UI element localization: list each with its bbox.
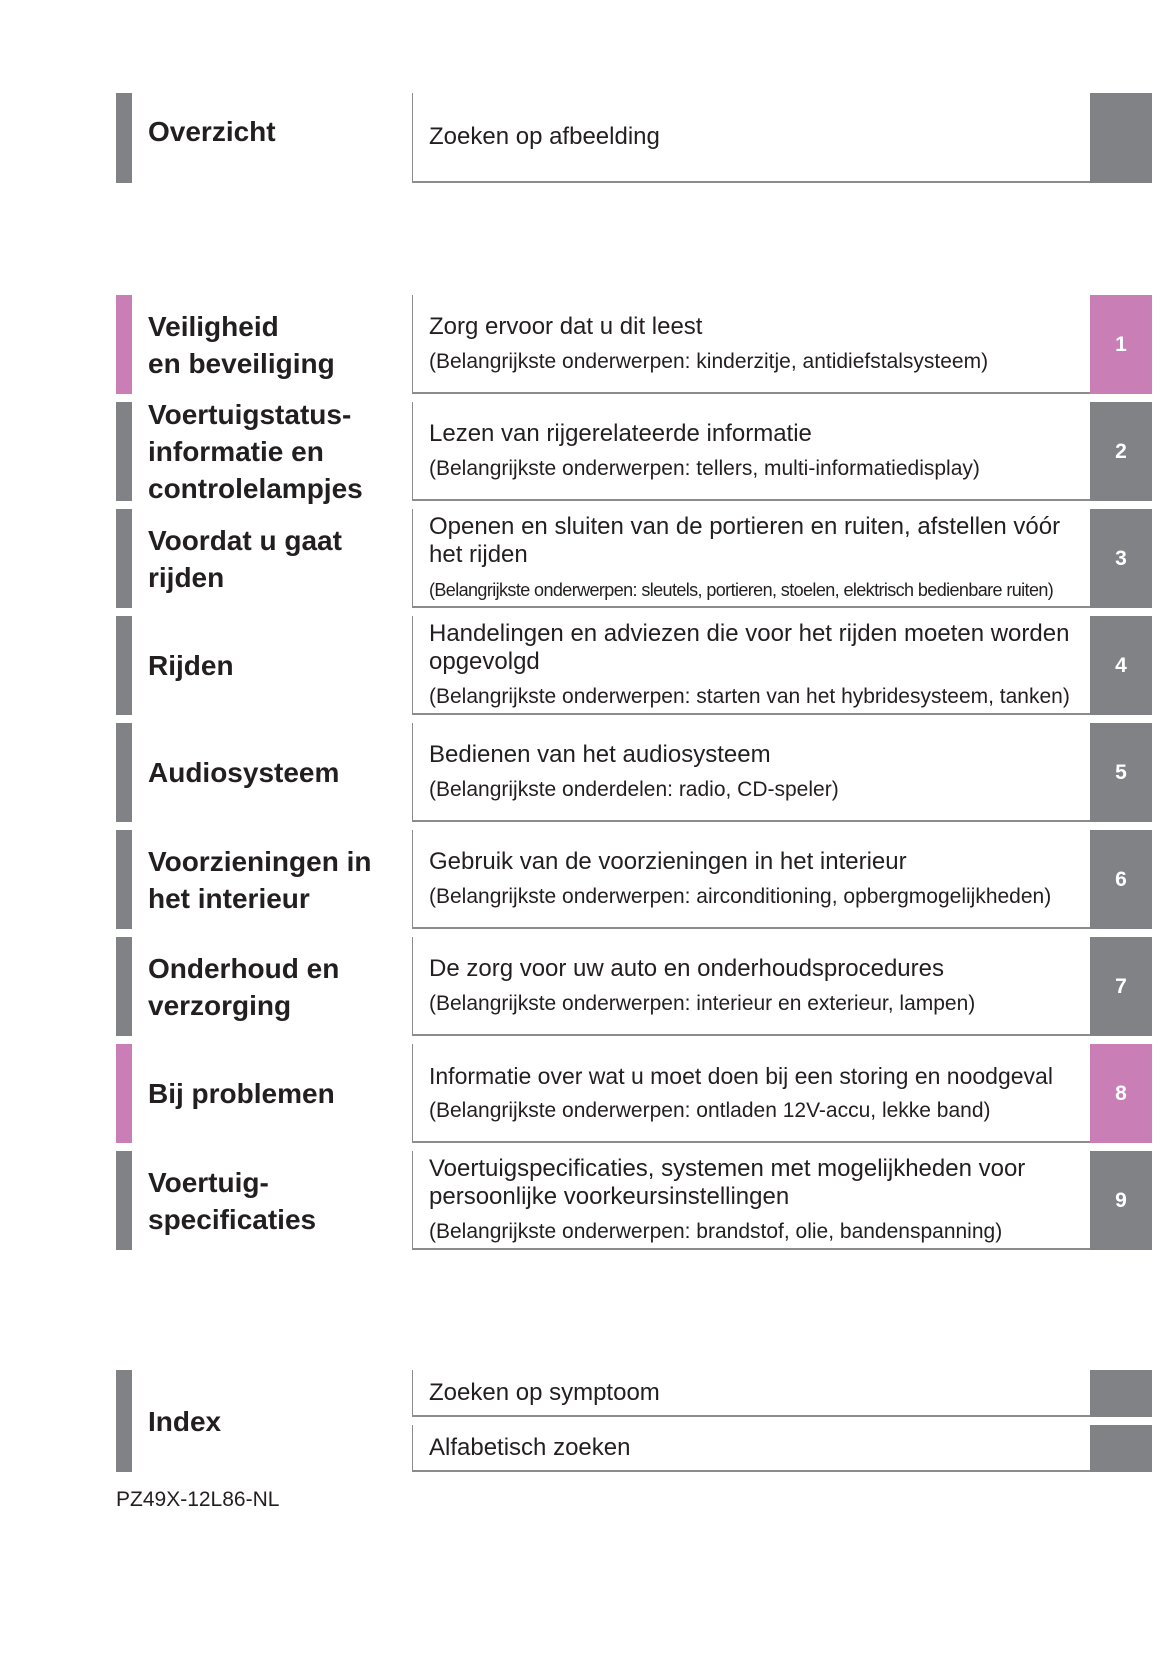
chapter-title-line: specificaties xyxy=(148,1203,317,1235)
alphabetical-search-text: Alfabetisch zoeken xyxy=(429,1433,631,1461)
chapter-row-1[interactable] xyxy=(116,295,1152,394)
chapter-side-bar xyxy=(116,1151,132,1250)
chapter-topics: (Belangrijkste onderwerpen: brandstof, olie, bandenspanning) xyxy=(429,1219,1003,1243)
chapter-side-bar xyxy=(116,1044,132,1143)
chapter-title xyxy=(148,1151,408,1250)
chapter-title-line: het interieur xyxy=(148,882,310,914)
chapter-title xyxy=(148,295,408,394)
chapter-topics: (Belangrijkste onderwerpen: airconditioning, opbergmogelijkheden) xyxy=(429,885,1052,908)
overview-description-text: Zoeken op afbeelding xyxy=(429,123,660,150)
chapter-description[interactable] xyxy=(412,723,1098,822)
overview-tab[interactable] xyxy=(1090,93,1152,183)
chapter-title xyxy=(148,509,408,608)
chapter-title-line: Veiligheid xyxy=(148,310,279,342)
chapter-title-line: controlelampjes xyxy=(148,473,363,504)
chapter-description-text: Voertuigspecificaties, systemen met mogelijkheden voor persoonlijke voorkeursinstellingen xyxy=(429,1154,1026,1210)
chapter-description[interactable] xyxy=(412,830,1098,929)
chapter-tab-2[interactable]: 2 xyxy=(1090,402,1152,501)
chapter-topics: (Belangrijkste onderwerpen: ontladen 12V-accu, lekke band) xyxy=(429,1098,991,1122)
index-title-text: Index xyxy=(148,1405,222,1437)
chapter-description[interactable] xyxy=(412,1044,1098,1143)
chapter-title-line: informatie en xyxy=(148,436,324,467)
chapter-row-2[interactable] xyxy=(116,399,1152,504)
index-row-symptom[interactable] xyxy=(116,1370,1152,1417)
chapter-topics: (Belangrijkste onderwerpen: interieur en exterieur, lampen) xyxy=(429,991,976,1015)
chapter-side-bar xyxy=(116,830,132,929)
chapter-row-7[interactable] xyxy=(116,937,1152,1036)
chapter-tab-1[interactable]: 1 xyxy=(1090,295,1152,394)
chapter-tab-4[interactable]: 4 xyxy=(1090,616,1152,715)
chapter-side-bar xyxy=(116,295,132,394)
chapter-tab-8[interactable]: 8 xyxy=(1090,1044,1152,1143)
chapter-tab-3[interactable]: 3 xyxy=(1090,509,1152,608)
index-row-alphabetical[interactable] xyxy=(116,1425,1152,1472)
chapter-side-bar xyxy=(116,402,132,501)
chapter-title xyxy=(148,937,408,1036)
chapter-description-text: De zorg voor uw auto en onderhoudsprocedures xyxy=(429,954,944,982)
chapter-description[interactable] xyxy=(412,509,1098,608)
chapter-row-6[interactable] xyxy=(116,830,1152,929)
chapter-title-line: Onderhoud en xyxy=(148,952,340,984)
chapter-row-8[interactable] xyxy=(116,1044,1152,1143)
chapter-title xyxy=(148,616,408,715)
chapter-tab-9[interactable]: 9 xyxy=(1090,1151,1152,1250)
chapter-topics: (Belangrijkste onderwerpen: sleutels, portieren, stoelen, elektrisch bedienbare ruiten) xyxy=(429,579,1054,600)
chapter-description-text: Gebruik van de voorzieningen in het interieur xyxy=(429,848,907,875)
chapter-row-4[interactable] xyxy=(116,616,1152,715)
alphabetical-search-link[interactable] xyxy=(412,1425,1098,1472)
chapter-description-text: Handelingen en adviezen die voor het rijden moeten worden opgevolgd xyxy=(429,619,1070,675)
overview-row[interactable] xyxy=(116,93,1152,183)
overview-section xyxy=(116,93,1152,183)
chapter-description-text: Openen en sluiten van de portieren en ruiten, afstellen vóór het rijden xyxy=(429,512,1061,568)
symptom-search-link[interactable] xyxy=(412,1370,1098,1417)
chapter-tab-7[interactable]: 7 xyxy=(1090,937,1152,1036)
chapter-topics: (Belangrijkste onderwerpen: starten van het hybridesysteem, tanken) xyxy=(429,684,1070,708)
chapters-section xyxy=(116,295,1152,1252)
chapter-row-3[interactable] xyxy=(116,509,1152,608)
chapter-description[interactable] xyxy=(412,295,1098,394)
alphabetical-search-tab[interactable] xyxy=(1090,1425,1152,1472)
symptom-search-tab[interactable] xyxy=(1090,1370,1152,1417)
chapter-topics: (Belangrijkste onderdelen: radio, CD-speler) xyxy=(429,777,839,801)
chapter-title-line: Rijden xyxy=(148,650,234,681)
chapter-side-bar xyxy=(116,937,132,1036)
chapter-description-text: Informatie over wat u moet doen bij een storing en noodgeval xyxy=(429,1062,1053,1089)
chapter-title xyxy=(148,723,408,822)
chapter-title-line: rijden xyxy=(148,561,225,593)
chapter-title-line: Audiosysteem xyxy=(148,757,340,788)
chapter-topics: (Belangrijkste onderwerpen: kinderzitje, antidiefstalsysteem) xyxy=(429,349,989,373)
chapter-tab-6[interactable]: 6 xyxy=(1090,830,1152,929)
chapter-description-text: Zorg ervoor dat u dit leest xyxy=(429,312,703,340)
chapter-side-bar xyxy=(116,509,132,608)
chapter-title-line: verzorging xyxy=(148,989,292,1021)
chapter-tab-5[interactable]: 5 xyxy=(1090,723,1152,822)
chapter-description[interactable] xyxy=(412,937,1098,1036)
overview-title xyxy=(148,93,408,183)
document-code: PZ49X-12L86-NL xyxy=(116,1488,280,1511)
chapter-row-5[interactable] xyxy=(116,723,1152,822)
chapter-title-line: Voertuig- xyxy=(148,1166,269,1198)
index-section xyxy=(116,1370,1152,1472)
chapter-title-line: Voorzieningen in xyxy=(148,845,372,877)
chapter-title xyxy=(148,830,408,929)
chapter-description[interactable] xyxy=(412,1151,1098,1250)
chapter-title-line: Bij problemen xyxy=(148,1078,335,1109)
overview-title-text: Overzicht xyxy=(148,116,276,147)
chapter-side-bar xyxy=(116,616,132,715)
chapter-description[interactable] xyxy=(412,616,1098,715)
chapter-description[interactable] xyxy=(412,402,1098,501)
chapter-topics: (Belangrijkste onderwerpen: tellers, multi-informatiedisplay) xyxy=(429,456,980,480)
overview-description[interactable] xyxy=(412,93,1098,183)
chapter-title xyxy=(148,399,408,504)
chapter-side-bar xyxy=(116,723,132,822)
chapter-title-line: Voordat u gaat xyxy=(148,524,342,556)
symptom-search-text: Zoeken op symptoom xyxy=(429,1378,660,1406)
chapter-title-line: Voertuigstatus- xyxy=(148,399,352,430)
chapter-title xyxy=(148,1044,408,1143)
overview-side-bar xyxy=(116,93,132,183)
chapter-row-9[interactable] xyxy=(116,1151,1152,1250)
chapter-title-line: en beveiliging xyxy=(148,347,335,379)
chapter-description-text: Lezen van rijgerelateerde informatie xyxy=(429,419,812,447)
chapter-description-text: Bedienen van het audiosysteem xyxy=(429,740,771,768)
